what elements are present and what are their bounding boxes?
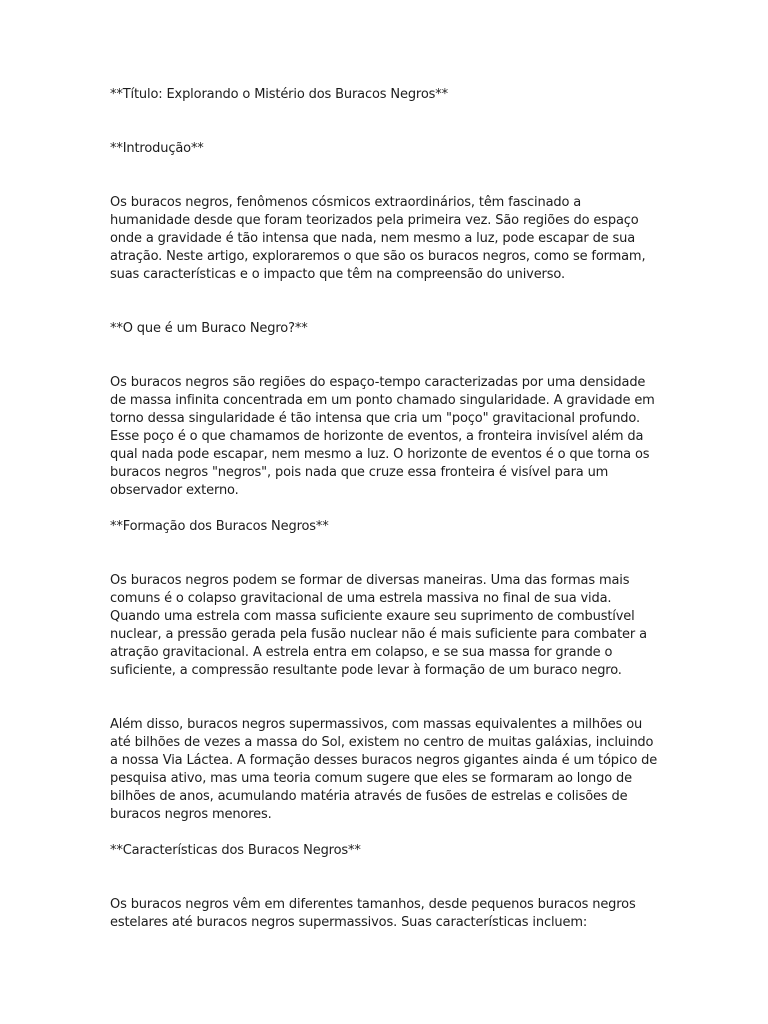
formation-heading: **Formação dos Buracos Negros** [110, 519, 329, 534]
intro-heading: **Introdução** [110, 141, 204, 156]
characteristics-heading: **Características dos Buracos Negros** [110, 843, 361, 858]
characteristics-paragraph: Os buracos negros vêm em diferentes tamanhos, desde pequenos buracos negros estelares até buracos negros supermassivos. Suas características incluem: [110, 897, 636, 930]
formation-paragraph-1: Os buracos negros podem se formar de diversas maneiras. Uma das formas mais comuns é o colapso gravitacional de uma estrela massiva no final de sua vida. Quando uma estrela com massa suficiente exaure seu suprimento de combustível nuclear, a pressão gerada pela fusão nuclear não é mais suficiente para combater a atração gravitacional. A estrela entra em colapso, e se sua massa for grande o suficiente, a compressão resultante pode levar à formação de um buraco negro. [110, 573, 647, 678]
what-paragraph: Os buracos negros são regiões do espaço-tempo caracterizadas por uma densidade de massa infinita concentrada em um ponto chamado singularidade. A gravidade em torno dessa singularidade é tão intensa que cria um "poço" gravitacional profundo. Esse poço é o que chamamos de horizonte de eventos, a fronteira invisível além da qual nada pode escapar, nem mesmo a luz. O horizonte de eventos é o que torna os buracos negros "negros", pois nada que cruze essa fronteira é visível para um observador externo. [110, 375, 655, 498]
document-title: **Título: Explorando o Mistério dos Buracos Negros** [110, 87, 448, 102]
intro-paragraph: Os buracos negros, fenômenos cósmicos extraordinários, têm fascinado a humanidade desde que foram teorizados pela primeira vez. São regiões do espaço onde a gravidade é tão intensa que nada, nem mesmo a luz, pode escapar de sua atração. Neste artigo, exploraremos o que são os buracos negros, como se formam, suas características e o impacto que têm na compreensão do universo. [110, 195, 646, 282]
what-heading: **O que é um Buraco Negro?** [110, 321, 308, 336]
formation-paragraph-2: Além disso, buracos negros supermassivos, com massas equivalentes a milhões ou até bilhões de vezes a massa do Sol, existem no centro de muitas galáxias, incluindo a nossa Via Láctea. A formação desses buracos negros gigantes ainda é um tópico de pesquisa ativo, mas uma teoria comum sugere que eles se formaram ao longo de bilhões de anos, acumulando matéria através de fusões de estrelas e colisões de buracos negros menores. [110, 717, 658, 822]
